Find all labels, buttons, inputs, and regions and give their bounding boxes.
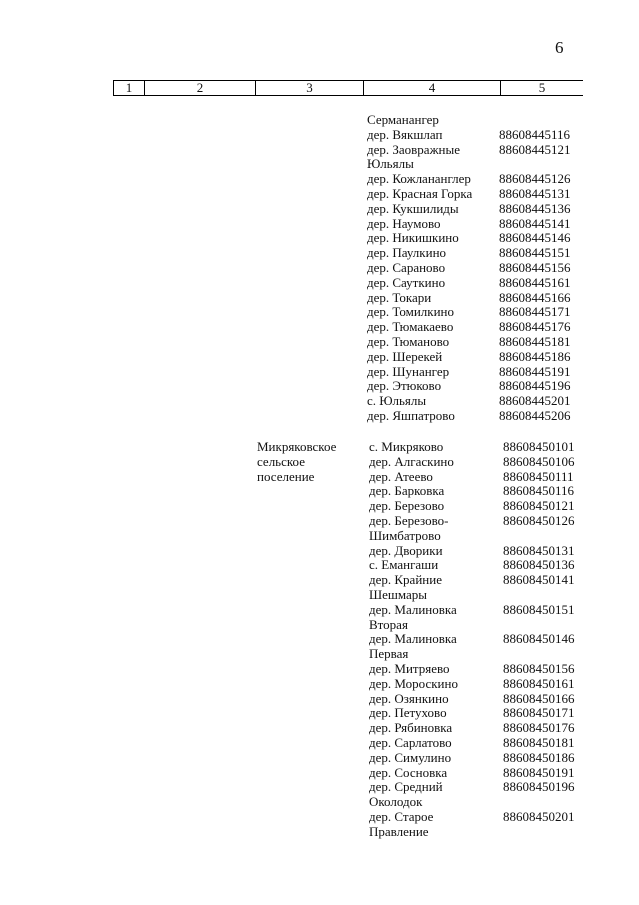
oktmo-code: 88608450146: [503, 631, 575, 647]
oktmo-code: 88608445161: [499, 274, 571, 290]
oktmo-code: 88608450176: [503, 720, 575, 736]
table-header: [113, 80, 583, 96]
oktmo-code: 88608450181: [503, 735, 575, 750]
locality-name: дер. Петухово: [369, 705, 447, 721]
oktmo-code: 88608445121: [499, 141, 571, 157]
oktmo-code: 88608450151: [503, 601, 575, 617]
locality-name: дер. Наумово: [367, 215, 441, 231]
header-col-4: 4: [364, 81, 501, 96]
locality-name: дер. Березово: [369, 498, 445, 514]
header-col-5: 5: [501, 81, 584, 96]
oktmo-code: 88608450106: [503, 453, 575, 469]
oktmo-code: 88608445201: [499, 393, 571, 409]
locality-name: Юльялы: [367, 156, 414, 172]
locality-name: Шешмары: [369, 587, 428, 602]
oktmo-code: 88608450111: [503, 468, 574, 484]
locality-name: дер. Сосновка: [369, 764, 448, 780]
oktmo-code: 88608450201: [503, 809, 575, 824]
oktmo-code: 88608450161: [503, 675, 575, 691]
oktmo-code: 88608445136: [499, 200, 571, 216]
locality-name: дер. Сауткино: [367, 274, 446, 290]
locality-name: дер. Заовражные: [367, 141, 461, 157]
locality-name: дер. Шунангер: [367, 363, 450, 379]
locality-name: дер. Этюково: [367, 378, 442, 394]
oktmo-code: 88608450121: [503, 498, 575, 514]
oktmo-code: 88608450131: [503, 542, 575, 558]
locality-name: дер. Крайние: [369, 572, 442, 588]
oktmo-code: 88608450101: [503, 439, 575, 454]
locality-name: Шимбатрово: [369, 527, 441, 543]
locality-name: с. Юльялы: [367, 393, 427, 409]
oktmo-code: 88608445151: [499, 245, 571, 261]
oktmo-code: 88608445166: [499, 289, 571, 305]
header-col-1: 1: [114, 81, 145, 96]
oktmo-code: 88608450126: [503, 513, 575, 528]
locality-name: дер. Дворики: [369, 542, 443, 558]
oktmo-code: 88608445186: [499, 348, 571, 364]
locality-name: дер. Тюмакаево: [367, 319, 454, 335]
locality-name: Правление: [369, 823, 429, 839]
oktmo-code: 88608450166: [503, 690, 575, 706]
locality-name: дер. Яшпатрово: [367, 408, 455, 423]
oktmo-code: 88608450116: [503, 483, 575, 499]
header-col-2: 2: [145, 81, 256, 96]
page-number: 6: [555, 38, 564, 57]
oktmo-code: 88608450196: [503, 779, 575, 795]
oktmo-code: 88608445181: [499, 334, 571, 349]
oktmo-code: 88608450156: [503, 661, 575, 676]
header-col-3: 3: [256, 81, 364, 96]
oktmo-code: 88608450136: [503, 557, 575, 573]
settlement-name: Микряковское: [257, 439, 337, 454]
locality-name: дер. Барковка: [369, 483, 445, 499]
oktmo-code: 88608445191: [499, 363, 571, 379]
locality-name: дер. Малиновка: [369, 601, 457, 617]
oktmo-code: 88608450186: [503, 749, 575, 765]
oktmo-code: 88608445146: [499, 230, 571, 246]
oktmo-code: 88608445131: [499, 186, 571, 201]
locality-name: дер. Тюманово: [367, 334, 450, 349]
locality-name: Вторая: [369, 616, 408, 632]
locality-name: дер. Березово-: [369, 513, 449, 528]
locality-name: дер. Кукшилиды: [367, 200, 459, 216]
locality-name: дер. Средний: [369, 779, 443, 795]
locality-name: дер. Кожлананглер: [367, 171, 471, 187]
oktmo-code: 88608445196: [499, 378, 571, 394]
locality-name: дер. Сарлатово: [369, 735, 452, 750]
locality-name: дер. Красная Горка: [367, 186, 473, 201]
locality-name: дер. Никишкино: [367, 230, 459, 246]
locality-name: дер. Сараново: [367, 260, 446, 275]
oktmo-code: 88608445156: [499, 260, 571, 275]
locality-name: дер. Шерекей: [367, 348, 443, 364]
locality-name: дер. Рябиновка: [369, 720, 453, 736]
oktmo-code: 88608450191: [503, 764, 575, 780]
oktmo-code: 88608445126: [499, 171, 571, 187]
oktmo-code: 88608450141: [503, 572, 575, 588]
locality-name: Серманангер: [367, 112, 439, 127]
locality-name: дер. Атеево: [369, 468, 433, 484]
locality-name: дер. Токари: [367, 289, 432, 305]
oktmo-code: 88608445171: [499, 304, 571, 320]
locality-name: дер. Паулкино: [367, 245, 447, 261]
oktmo-code: 88608450171: [503, 705, 575, 721]
locality-name: Околодок: [369, 794, 423, 810]
locality-name: дер. Митряево: [369, 661, 450, 676]
oktmo-code: 88608445141: [499, 215, 571, 231]
settlement-name: сельское: [257, 454, 305, 469]
locality-name: с. Микряково: [369, 439, 444, 454]
locality-name: дер. Томилкино: [367, 304, 455, 320]
locality-name: Первая: [369, 646, 409, 662]
oktmo-code: 88608445176: [499, 319, 571, 335]
locality-name: с. Емангаши: [369, 557, 439, 573]
locality-name: дер. Симулино: [369, 749, 452, 765]
locality-name: дер. Алгаскино: [369, 453, 454, 469]
locality-name: дер. Мороскино: [369, 675, 458, 691]
settlement-name: поселение: [257, 469, 315, 484]
oktmo-code: 88608445206: [499, 408, 571, 423]
locality-name: дер. Вякшлап: [367, 126, 443, 142]
oktmo-code: 88608445116: [499, 126, 571, 142]
locality-name: дер. Малиновка: [369, 631, 457, 647]
locality-name: дер. Старое: [369, 809, 434, 824]
locality-name: дер. Озянкино: [369, 690, 449, 706]
